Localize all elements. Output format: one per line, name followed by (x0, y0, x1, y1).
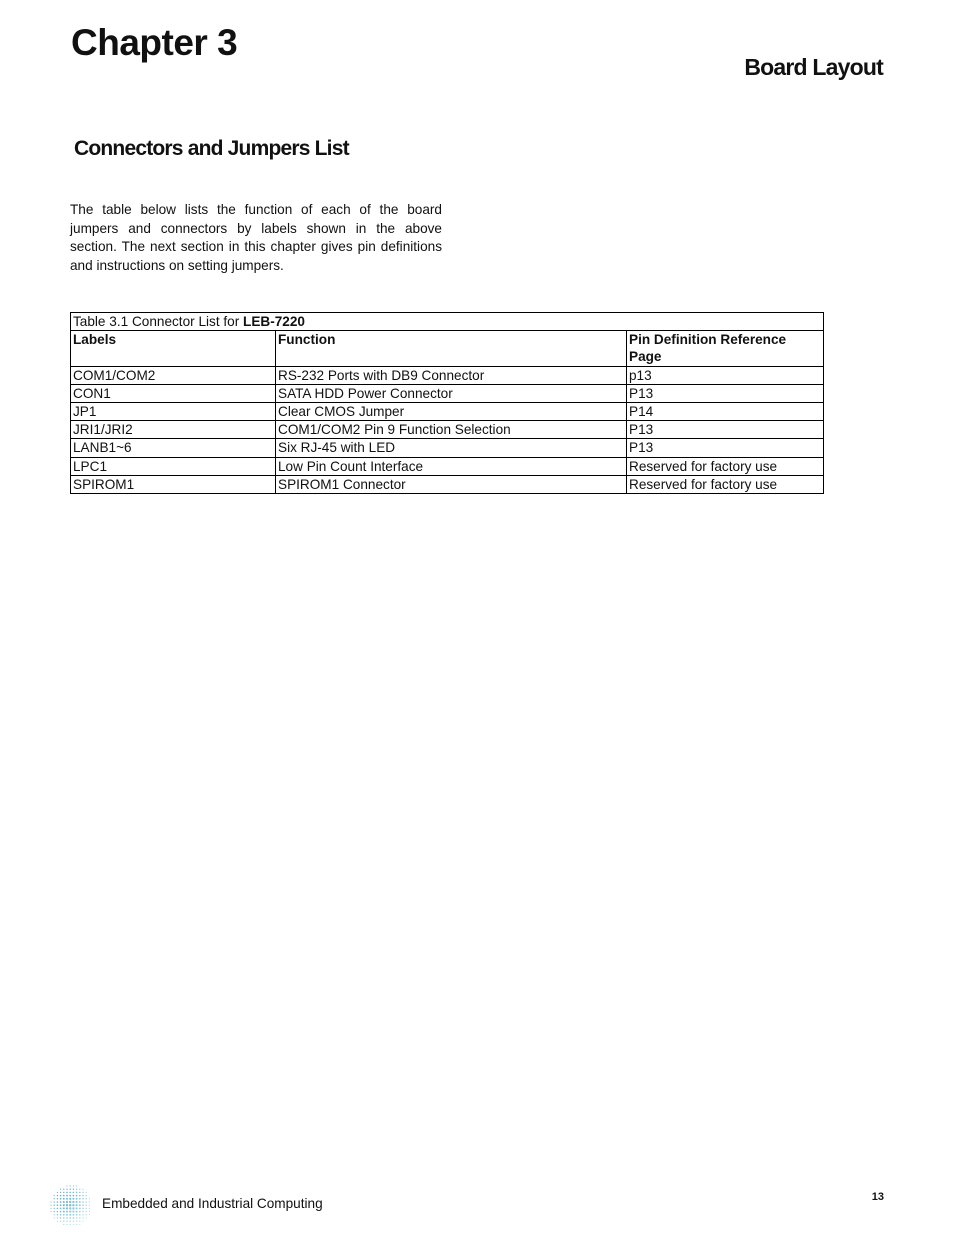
cell-function: COM1/COM2 Pin 9 Function Selection (276, 421, 627, 439)
section-title: Connectors and Jumpers List (74, 137, 349, 160)
connector-table (70, 312, 824, 494)
cell-label: JP1 (71, 403, 276, 421)
cell-label: CON1 (71, 384, 276, 402)
chapter-title: Board Layout (744, 54, 883, 80)
cell-label: COM1/COM2 (71, 366, 276, 384)
table-row (71, 366, 824, 384)
table-caption-row (71, 313, 824, 331)
cell-function: Six RJ-45 with LED (276, 439, 627, 457)
table-row (71, 384, 824, 402)
cell-function: RS-232 Ports with DB9 Connector (276, 366, 627, 384)
cell-function: SPIROM1 Connector (276, 475, 627, 493)
cell-label: JRI1/JRI2 (71, 421, 276, 439)
chapter-heading: Chapter 3 (71, 22, 238, 63)
cell-page: P13 (627, 384, 824, 402)
globe-dots-icon (48, 1183, 94, 1229)
cell-label: SPIROM1 (71, 475, 276, 493)
intro-paragraph: The table below lists the function of each of the board jumpers and connectors by labels shown in the above section. The next section in this chapter gives pin definitions and instructions on setting jumpers. (70, 202, 442, 273)
page-number: 13 (871, 1191, 884, 1203)
table-row (71, 475, 824, 493)
table-row (71, 439, 824, 457)
cell-page: p13 (627, 366, 824, 384)
cell-page: Reserved for factory use (627, 457, 824, 475)
cell-label: LPC1 (71, 457, 276, 475)
cell-page: P13 (627, 421, 824, 439)
cell-page: Reserved for factory use (627, 475, 824, 493)
header-function: Function (276, 331, 627, 366)
cell-page: P13 (627, 439, 824, 457)
table-row (71, 403, 824, 421)
header-pin-reference: Pin Definition Reference Page (627, 331, 824, 366)
table-caption (71, 313, 824, 331)
cell-page: P14 (627, 403, 824, 421)
table-row (71, 457, 824, 475)
table-header-row (71, 331, 824, 366)
header-labels: Labels (71, 331, 276, 366)
table-row (71, 421, 824, 439)
caption-prefix: Table 3.1 Connector List for (73, 314, 244, 329)
cell-function: Clear CMOS Jumper (276, 403, 627, 421)
cell-label: LANB1~6 (71, 439, 276, 457)
caption-model: LEB-7220 (243, 314, 305, 329)
cell-function: SATA HDD Power Connector (276, 384, 627, 402)
footer-company: Embedded and Industrial Computing (102, 1196, 323, 1211)
cell-function: Low Pin Count Interface (276, 457, 627, 475)
